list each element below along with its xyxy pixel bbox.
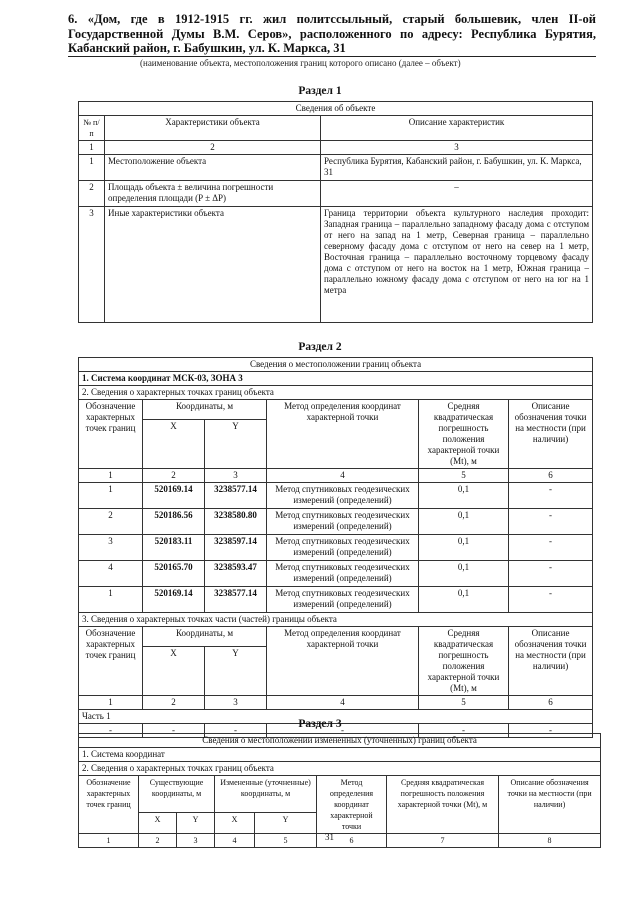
column-number: 1 xyxy=(79,834,139,848)
subsection-title: 3. Сведения о характерных точках части (частей) границы объекта xyxy=(79,613,593,627)
coord-x: 520169.14 xyxy=(143,587,205,613)
column-number: 1 xyxy=(79,469,143,483)
point-method: Метод спутниковых геодезических измерений (определений) xyxy=(267,587,419,613)
coord-y: 3238597.14 xyxy=(205,535,267,561)
point-error: 0,1 xyxy=(419,535,509,561)
table-caption: Сведения о местоположении границ объекта xyxy=(79,358,593,372)
object-heading: 6. «Дом, где в 1912-1915 гг. жил политссыльный, старый большевик, член II-ой Государственной Думы В.М. Серов», расположенного по адресу: Республика Бурятия, Кабанский район, г. Бабушкин, ул. К. Маркса, 31 xyxy=(68,12,596,55)
column-number: 2 xyxy=(143,469,205,483)
column-number: 2 xyxy=(143,696,205,710)
part-cell: - xyxy=(143,724,205,738)
point-id: 1 xyxy=(79,587,143,613)
column-number: 5 xyxy=(419,469,509,483)
point-method: Метод спутниковых геодезических измерений (определений) xyxy=(267,535,419,561)
column-number: 6 xyxy=(509,696,593,710)
heading-caption: (наименование объекта, местоположения границ которого описано (далее – объект) xyxy=(140,58,461,68)
point-error: 0,1 xyxy=(419,561,509,587)
column-number: 8 xyxy=(499,834,601,848)
part-cell: - xyxy=(419,724,509,738)
header-cell: Средняя квадратическая погрешность положения характерной точки (Mt), м xyxy=(387,776,499,834)
column-number: 3 xyxy=(205,469,267,483)
column-number: 3 xyxy=(177,834,215,848)
row-number: 2 xyxy=(79,181,105,207)
header-cell: Координаты, м xyxy=(143,400,267,420)
point-method: Метод спутниковых геодезических измерений (определений) xyxy=(267,483,419,509)
point-id: 1 xyxy=(79,483,143,509)
part-label: Часть 1 xyxy=(79,710,593,724)
characteristic-value: Граница территории объекта культурного наследия проходит: Западная граница – параллельно западному фасаду дома с отступом от него на запад на 1 метр, Северная граница – параллельно северному фасаду дома с отступом от него на север на 1 метр, Восточная граница – параллельно восточному торцевому фасаду дома с отступом от него на восток на 1 метр, Южная граница – параллельно южному фасаду дома с отступом от него на юг на 1 метра xyxy=(321,207,593,323)
point-error: 0,1 xyxy=(419,509,509,535)
header-cell: Y xyxy=(205,420,267,469)
characteristic-value: – xyxy=(321,181,593,207)
point-id: 2 xyxy=(79,509,143,535)
header-cell: Y xyxy=(255,813,317,834)
header-cell: Метод определения координат характерной точки xyxy=(267,400,419,469)
section-1-title: Раздел 1 xyxy=(298,85,342,97)
column-number: 2 xyxy=(105,141,321,155)
point-description: - xyxy=(509,587,593,613)
table-caption: Сведения о местоположении измененных (уточненных) границ объекта xyxy=(79,734,601,748)
header-cell: Обозначение характерных точек границ xyxy=(79,627,143,696)
header-cell: Описание обозначения точки на местности (при наличии) xyxy=(509,400,593,469)
column-number: 1 xyxy=(79,141,105,155)
part-cell: - xyxy=(267,724,419,738)
table-caption: Сведения об объекте xyxy=(79,102,593,116)
coord-y: 3238580.80 xyxy=(205,509,267,535)
point-error: 0,1 xyxy=(419,587,509,613)
point-id: 3 xyxy=(79,535,143,561)
header-cell: № п/п xyxy=(79,116,105,141)
column-number: 7 xyxy=(387,834,499,848)
header-cell: Обозначение характерных точек границ xyxy=(79,776,139,834)
header-cell: Обозначение характерных точек границ xyxy=(79,400,143,469)
header-cell: Описание обозначения точки на местности (при наличии) xyxy=(509,627,593,696)
coord-y: 3238593.47 xyxy=(205,561,267,587)
subsection-title: 2. Сведения о характерных точках границ объекта xyxy=(79,762,601,776)
header-cell: Метод определения координат характерной точки xyxy=(267,627,419,696)
header-cell: Средняя квадратическая погрешность положения характерной точки (Mt), м xyxy=(419,627,509,696)
point-description: - xyxy=(509,561,593,587)
header-cell: X xyxy=(215,813,255,834)
coordinate-system: 1. Система координат xyxy=(79,748,601,762)
boundary-points-table xyxy=(78,357,593,738)
subsection-title: 2. Сведения о характерных точках границ объекта xyxy=(79,386,593,400)
header-cell: Средняя квадратическая погрешность положения характерной точки (Mt), м xyxy=(419,400,509,469)
header-cell: Y xyxy=(177,813,215,834)
coord-x: 520183.11 xyxy=(143,535,205,561)
coord-x: 520186.56 xyxy=(143,509,205,535)
column-number: 6 xyxy=(317,834,387,848)
header-cell: Метод определения координат характерной точки xyxy=(317,776,387,834)
point-description: - xyxy=(509,509,593,535)
section-2-title: Раздел 2 xyxy=(298,341,342,353)
part-cell: - xyxy=(79,724,143,738)
part-cell: - xyxy=(205,724,267,738)
coord-y: 3238577.14 xyxy=(205,587,267,613)
header-cell: Координаты, м xyxy=(143,627,267,647)
header-cell: Описание характеристик xyxy=(321,116,593,141)
column-number: 3 xyxy=(321,141,593,155)
column-number: 3 xyxy=(205,696,267,710)
column-number: 1 xyxy=(79,696,143,710)
changed-boundaries-table xyxy=(78,733,601,848)
point-id: 4 xyxy=(79,561,143,587)
header-cell: Характеристики объекта xyxy=(105,116,321,141)
point-method: Метод спутниковых геодезических измерений (определений) xyxy=(267,509,419,535)
coordinate-system: 1. Система координат МСК-03, ЗОНА 3 xyxy=(79,372,593,386)
column-number: 4 xyxy=(267,696,419,710)
coord-x: 520169.14 xyxy=(143,483,205,509)
characteristic-name: Площадь объекта ± величина погрешности определения площади (P ± ΔP) xyxy=(105,181,321,207)
column-number: 5 xyxy=(419,696,509,710)
characteristic-value: Республика Бурятия, Кабанский район, г. Бабушкин, ул. К. Маркса, 31 xyxy=(321,155,593,181)
characteristic-name: Иные характеристики объекта xyxy=(105,207,321,323)
column-number: 5 xyxy=(255,834,317,848)
header-cell: Описание обозначения точки на местности (при наличии) xyxy=(499,776,601,834)
row-number: 3 xyxy=(79,207,105,323)
column-number: 4 xyxy=(215,834,255,848)
header-cell: Y xyxy=(205,647,267,696)
section-3-title: Раздел 3 xyxy=(298,718,342,730)
page-number: 31 xyxy=(325,832,334,842)
column-number: 6 xyxy=(509,469,593,483)
coord-x: 520165.70 xyxy=(143,561,205,587)
point-method: Метод спутниковых геодезических измерений (определений) xyxy=(267,561,419,587)
header-cell: X xyxy=(139,813,177,834)
object-info-table xyxy=(78,101,593,323)
column-number: 2 xyxy=(139,834,177,848)
characteristic-name: Местоположение объекта xyxy=(105,155,321,181)
header-cell: X xyxy=(143,420,205,469)
coord-y: 3238577.14 xyxy=(205,483,267,509)
header-cell: Существующие координаты, м xyxy=(139,776,215,813)
row-number: 1 xyxy=(79,155,105,181)
point-description: - xyxy=(509,483,593,509)
point-error: 0,1 xyxy=(419,483,509,509)
heading-underline xyxy=(68,56,596,57)
column-number: 4 xyxy=(267,469,419,483)
header-cell: Измененные (уточненные) координаты, м xyxy=(215,776,317,813)
part-cell: - xyxy=(509,724,593,738)
header-cell: X xyxy=(143,647,205,696)
point-description: - xyxy=(509,535,593,561)
